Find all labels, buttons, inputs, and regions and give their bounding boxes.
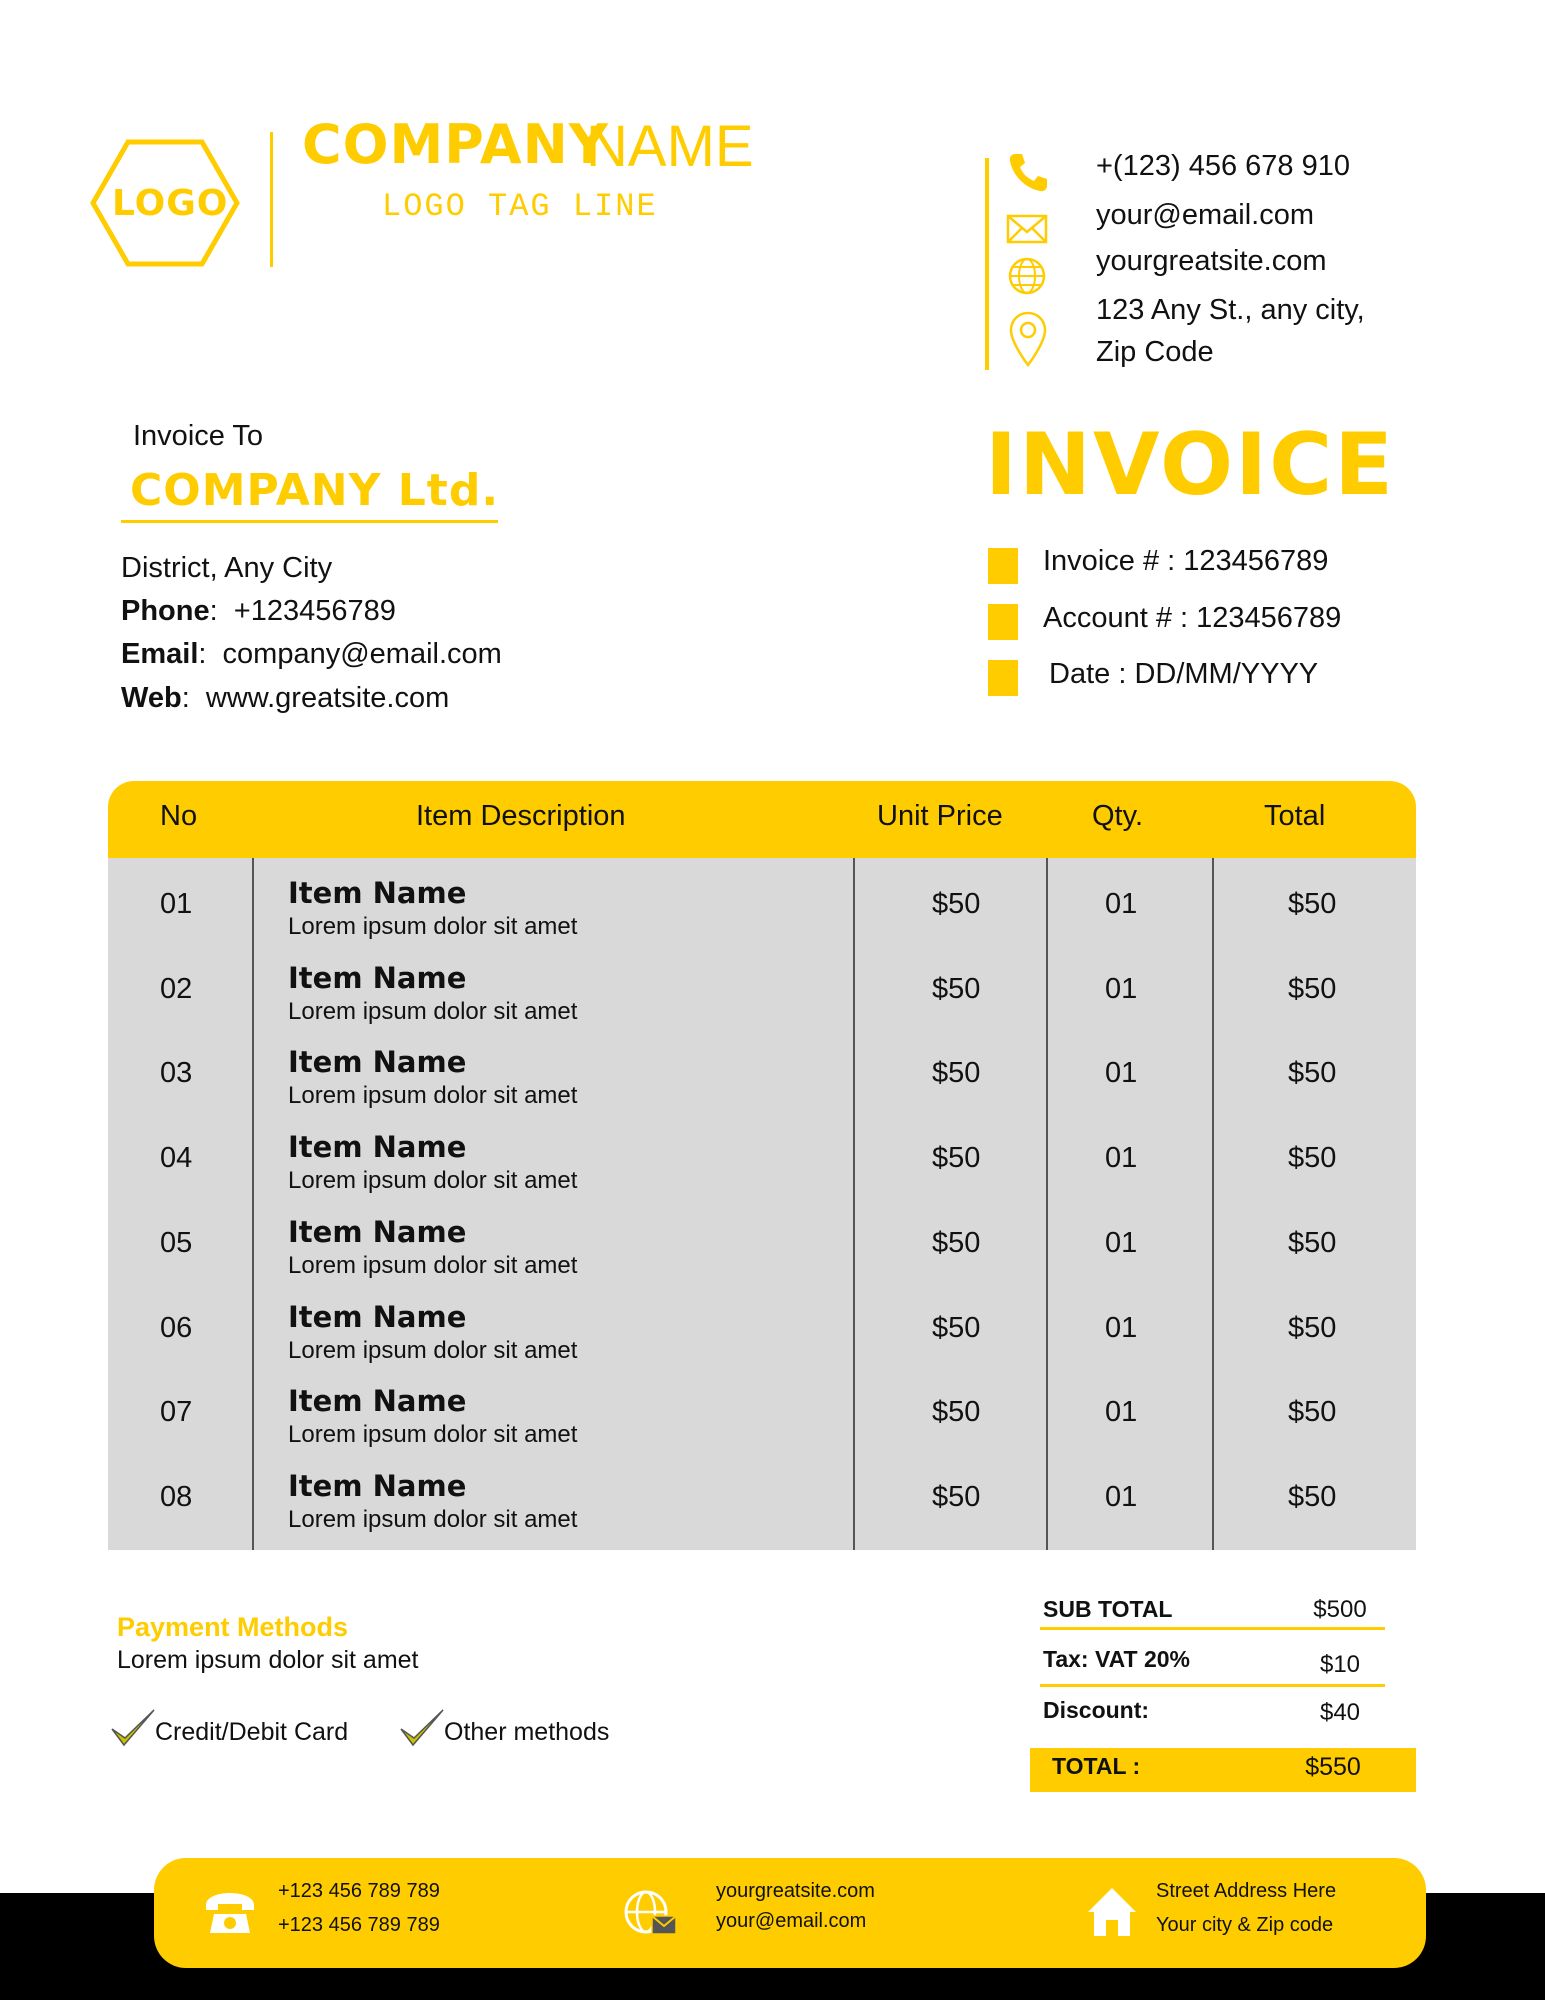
quantity: 01	[1105, 1311, 1138, 1344]
client-email-value: company@email.com	[222, 638, 502, 670]
item-name: Item Name	[288, 960, 467, 995]
client-phone: Phone: +123456789	[121, 595, 396, 627]
quantity: 01	[1105, 1480, 1138, 1513]
invoice-title: INVOICE	[985, 415, 1395, 515]
subtotal-label: SUB TOTAL	[1043, 1596, 1173, 1622]
contact-divider	[985, 158, 989, 370]
invoice-number	[1043, 545, 1328, 578]
company-name-bold: COMPANY	[302, 113, 609, 176]
client-company-name: COMPANY Ltd.	[130, 465, 500, 516]
quantity: 01	[1105, 888, 1138, 920]
payment-methods-title: Payment Methods	[117, 1612, 349, 1642]
payment-option-card: Credit/Debit Card	[155, 1718, 349, 1746]
payment-methods-desc: Lorem ipsum dolor sit amet	[117, 1646, 419, 1674]
line-total: $50	[1288, 1226, 1337, 1259]
client-phone-value: +123456789	[233, 595, 396, 627]
invoice-date-value: DD/MM/YYYY	[1134, 658, 1319, 690]
header-no: No	[160, 800, 198, 832]
item-description: Lorem ipsum dolor sit amet	[288, 913, 578, 940]
client-email-label: Email	[121, 638, 199, 670]
header-item-description: Item Description	[416, 800, 626, 832]
line-total: $50	[1288, 888, 1337, 920]
quantity: 01	[1105, 1396, 1138, 1429]
item-name: Item Name	[288, 1384, 467, 1419]
item-name: Item Name	[288, 876, 467, 910]
discount-value: $40	[1319, 1699, 1361, 1726]
home-icon	[1084, 1884, 1140, 1940]
client-web-label: Web	[121, 682, 182, 714]
item-description: Lorem ipsum dolor sit amet	[288, 1336, 578, 1364]
tax-label: Tax: VAT 20%	[1043, 1646, 1190, 1672]
discount-label: Discount:	[1043, 1697, 1150, 1723]
item-description: Lorem ipsum dolor sit amet	[288, 1505, 578, 1533]
unit-price: $50	[932, 972, 981, 1005]
column-divider	[252, 858, 254, 1550]
client-web-value: www.greatsite.com	[205, 682, 450, 714]
contact-website: yourgreatsite.com	[1096, 245, 1327, 277]
row-number: 03	[160, 1057, 193, 1090]
invoice-number-value: 123456789	[1183, 545, 1329, 577]
client-address: District, Any City	[121, 552, 333, 584]
meta-bullet	[988, 548, 1018, 584]
quantity: 01	[1105, 1226, 1138, 1259]
quantity: 01	[1105, 1057, 1138, 1090]
invoice-date-label: Date :	[1049, 658, 1127, 690]
invoice-to-label: Invoice To	[133, 420, 264, 452]
quantity: 01	[1105, 972, 1138, 1005]
account-number-value: 123456789	[1196, 602, 1342, 634]
row-number: 08	[160, 1480, 193, 1513]
item-description: Lorem ipsum dolor sit amet	[288, 997, 578, 1025]
client-email: Email: company@email.com	[121, 638, 502, 670]
item-name: Item Name	[288, 1299, 467, 1334]
tax-value: $10	[1319, 1651, 1361, 1678]
unit-price: $50	[932, 1311, 981, 1344]
contact-phone: +(123) 456 678 910	[1096, 150, 1350, 182]
contact-address-line2: Zip Code	[1096, 336, 1214, 368]
meta-bullet	[988, 604, 1018, 640]
footer-email: your@email.com	[716, 1910, 867, 1932]
company-name-light: NAME	[586, 114, 754, 179]
footer-phone-2: +123 456 789 789	[278, 1914, 440, 1936]
total-value: $550	[1305, 1753, 1361, 1781]
telephone-icon	[202, 1885, 258, 1941]
header-unit-price: Unit Price	[877, 800, 1003, 832]
unit-price: $50	[932, 1396, 981, 1429]
item-description: Lorem ipsum dolor sit amet	[288, 1082, 578, 1110]
invoice-number-label: Invoice # :	[1043, 545, 1176, 577]
column-divider	[1212, 858, 1214, 1550]
row-number: 07	[160, 1396, 193, 1429]
item-description: Lorem ipsum dolor sit amet	[288, 1167, 578, 1195]
location-pin-icon	[1008, 310, 1048, 368]
item-name: Item Name	[288, 1045, 467, 1080]
unit-price: $50	[932, 1480, 981, 1513]
table-header	[108, 781, 1416, 858]
client-phone-label: Phone	[121, 595, 210, 627]
row-number: 05	[160, 1226, 193, 1259]
payment-option-other: Other methods	[444, 1718, 610, 1746]
item-description: Lorem ipsum dolor sit amet	[288, 1421, 578, 1449]
contact-address-line1: 123 Any St., any city,	[1096, 294, 1365, 326]
checkmark-icon	[110, 1707, 156, 1751]
unit-price: $50	[932, 1142, 981, 1175]
row-number: 04	[160, 1142, 193, 1175]
row-number: 02	[160, 972, 193, 1005]
row-number: 06	[160, 1311, 193, 1344]
logo-divider	[270, 132, 273, 267]
logo-text: LOGO	[112, 183, 229, 224]
globe-mail-icon	[622, 1886, 678, 1942]
header-qty: Qty.	[1092, 800, 1144, 832]
checkmark-icon	[399, 1707, 445, 1751]
line-total: $50	[1288, 1142, 1337, 1175]
account-number-label: Account # :	[1043, 602, 1189, 634]
mail-icon	[1005, 206, 1049, 250]
subtotal-value: $500	[1313, 1596, 1367, 1623]
column-divider	[1046, 858, 1048, 1550]
globe-icon	[1005, 254, 1049, 298]
line-total: $50	[1288, 1480, 1337, 1513]
column-divider	[853, 858, 855, 1550]
unit-price: $50	[932, 1226, 981, 1259]
header-total: Total	[1264, 800, 1326, 832]
subtotal-underline	[1040, 1627, 1385, 1630]
line-total: $50	[1288, 1396, 1337, 1429]
meta-bullet	[988, 660, 1018, 696]
quantity: 01	[1105, 1142, 1138, 1175]
tax-underline	[1040, 1684, 1385, 1687]
line-total: $50	[1288, 972, 1337, 1005]
phone-icon	[1005, 150, 1049, 194]
invoice-date	[1049, 658, 1318, 691]
client-web: Web: www.greatsite.com	[121, 682, 450, 714]
footer-website: yourgreatsite.com	[716, 1880, 875, 1902]
footer-address-1: Street Address Here	[1156, 1880, 1337, 1902]
item-name: Item Name	[288, 1214, 467, 1249]
contact-email: your@email.com	[1096, 199, 1314, 231]
total-label: TOTAL :	[1052, 1753, 1141, 1779]
unit-price: $50	[932, 1057, 981, 1090]
footer-address-2: Your city & Zip code	[1156, 1914, 1334, 1936]
unit-price: $50	[932, 888, 981, 920]
item-name: Item Name	[288, 1468, 467, 1503]
item-description: Lorem ipsum dolor sit amet	[288, 1251, 578, 1279]
item-name: Item Name	[288, 1130, 467, 1165]
logo-tagline: LOGO TAG LINE	[382, 188, 658, 225]
line-total: $50	[1288, 1311, 1337, 1344]
row-number: 01	[160, 888, 193, 920]
account-number	[1043, 602, 1341, 635]
footer-phone-1: +123 456 789 789	[278, 1880, 440, 1902]
line-total: $50	[1288, 1057, 1337, 1090]
client-name-underline	[121, 520, 498, 523]
